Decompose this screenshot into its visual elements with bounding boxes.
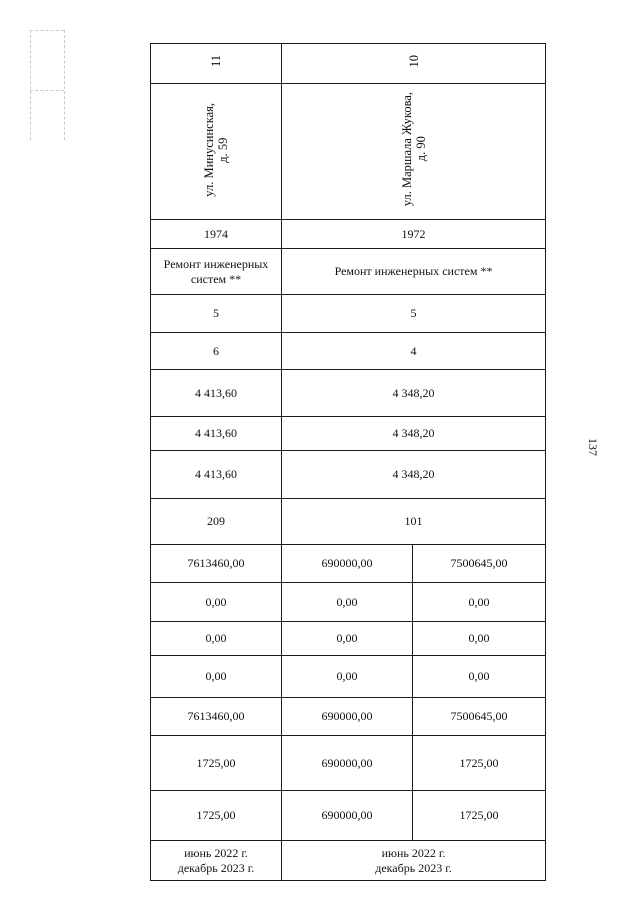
table-row [151, 84, 546, 220]
table-cell [151, 44, 282, 84]
year-cell: 1974 [151, 220, 282, 249]
money-cell: 690000,00 [282, 736, 413, 791]
work-type-cell: Ремонт инженерных систем ** [151, 249, 282, 295]
table-row [151, 451, 546, 499]
address-text: ул. Минусинская, д. 59 [202, 102, 230, 197]
money-cell: 0,00 [282, 622, 413, 656]
table-row [151, 698, 546, 736]
table-cell [282, 84, 546, 220]
area-cell: 4 348,20 [282, 417, 546, 451]
year-cell: 1972 [282, 220, 546, 249]
money-cell: 0,00 [413, 656, 546, 698]
money-cell: 690000,00 [282, 791, 413, 841]
entrances-cell: 4 [282, 333, 546, 370]
table-row [151, 583, 546, 622]
table-row [151, 295, 546, 333]
scan-artifact [30, 30, 64, 31]
table-row [151, 656, 546, 698]
table-row [151, 333, 546, 370]
area-cell: 4 348,20 [282, 451, 546, 499]
table-row [151, 545, 546, 583]
money-cell: 1725,00 [413, 791, 546, 841]
table-row [151, 499, 546, 545]
table-row [151, 417, 546, 451]
address-text: ул. Маршала Жукова, д. 90 [399, 92, 428, 207]
area-cell: 4 413,60 [151, 370, 282, 417]
column-number: 11 [209, 55, 223, 68]
area-cell: 4 348,20 [282, 370, 546, 417]
scan-artifact [30, 30, 31, 140]
money-cell: 1725,00 [151, 736, 282, 791]
table-cell [282, 44, 546, 84]
page-number: 137 [586, 438, 600, 456]
work-type-cell: Ремонт инженерных систем ** [282, 249, 546, 295]
table-row [151, 622, 546, 656]
money-cell: 7500645,00 [413, 698, 546, 736]
money-cell: 690000,00 [282, 545, 413, 583]
table-row [151, 249, 546, 295]
money-cell: 1725,00 [413, 736, 546, 791]
money-cell: 7500645,00 [413, 545, 546, 583]
period-cell: июнь 2022 г. декабрь 2023 г. [151, 841, 282, 881]
money-cell: 690000,00 [282, 698, 413, 736]
period-cell: июнь 2022 г. декабрь 2023 г. [282, 841, 546, 881]
money-cell: 7613460,00 [151, 698, 282, 736]
entrances-cell: 6 [151, 333, 282, 370]
scan-artifact [30, 90, 64, 91]
money-cell: 0,00 [151, 656, 282, 698]
money-cell: 1725,00 [151, 791, 282, 841]
table-row [151, 44, 546, 84]
floors-cell: 5 [282, 295, 546, 333]
table-row [151, 841, 546, 881]
residents-cell: 101 [282, 499, 546, 545]
column-number: 10 [406, 55, 421, 68]
table-row [151, 220, 546, 249]
money-cell: 0,00 [413, 622, 546, 656]
area-cell: 4 413,60 [151, 417, 282, 451]
money-cell: 0,00 [282, 656, 413, 698]
money-cell: 0,00 [151, 583, 282, 622]
money-cell: 0,00 [413, 583, 546, 622]
residents-cell: 209 [151, 499, 282, 545]
table-row [151, 370, 546, 417]
money-cell: 0,00 [151, 622, 282, 656]
money-cell: 0,00 [282, 583, 413, 622]
area-cell: 4 413,60 [151, 451, 282, 499]
table-row [151, 791, 546, 841]
table-cell [151, 84, 282, 220]
document-table [150, 43, 546, 881]
money-cell: 7613460,00 [151, 545, 282, 583]
scan-artifact [64, 30, 65, 140]
table-row [151, 736, 546, 791]
floors-cell: 5 [151, 295, 282, 333]
